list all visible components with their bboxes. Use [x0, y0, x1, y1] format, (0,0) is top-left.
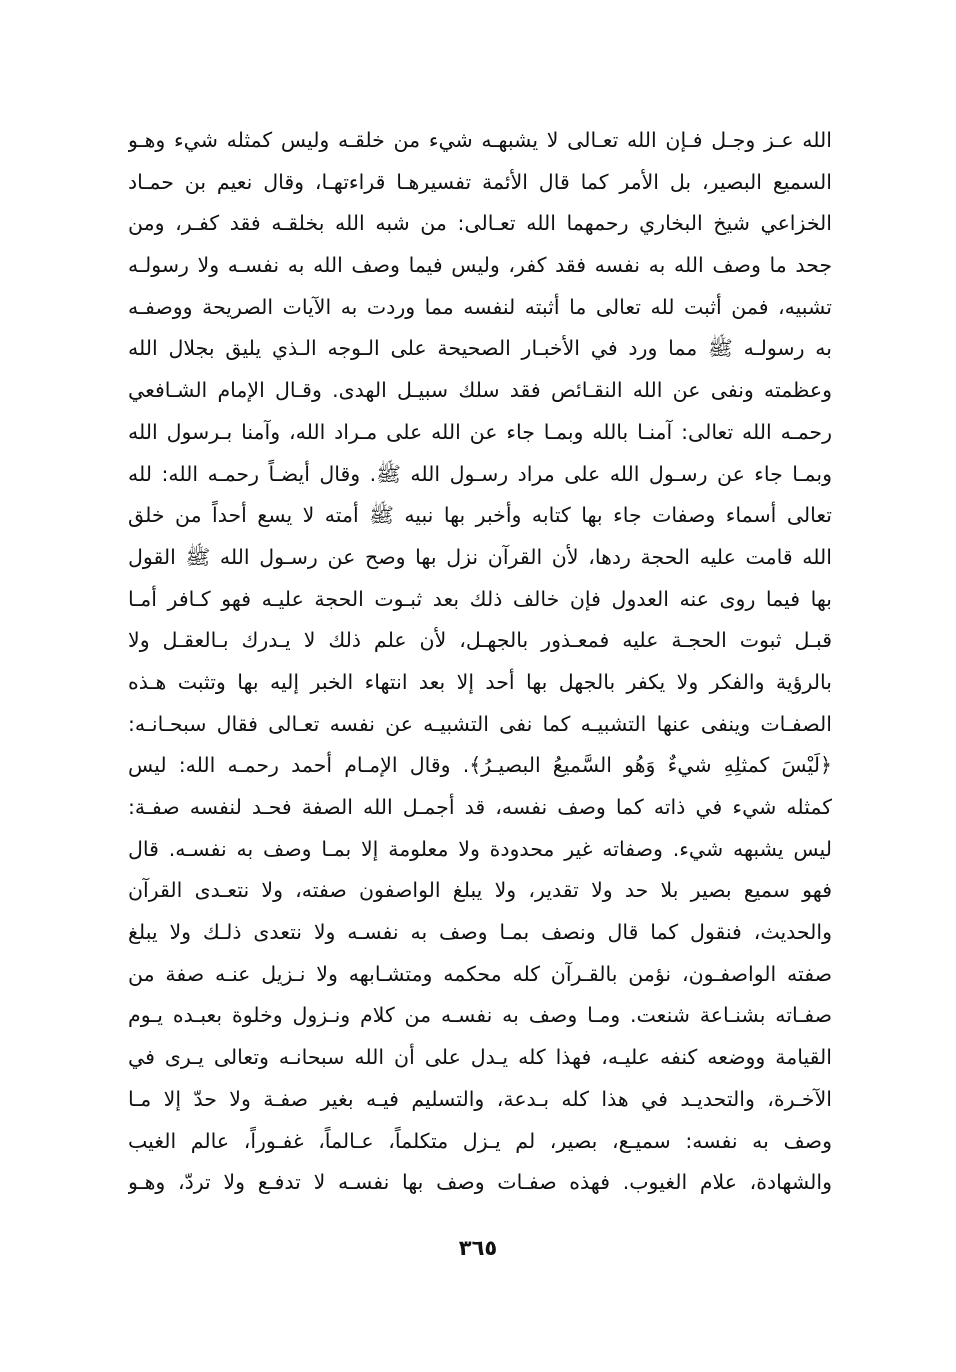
text-line: فهو سميع بصير بلا حد ولا تقدير، ولا يبلغ الواصفون صفته، ولا نتعـدى القرآن	[128, 878, 832, 903]
text-line: السميع البصير، بل الأمر كما قال الأئمة تفسيرهـا قراءتهـا، وقال نعيم بن حمـاد	[128, 169, 832, 194]
quran-verse-line: ﴿لَيْسَ كمثلِهِ شيءٌ وَهُو السَّميعُ البصيـرُ﴾. وقال الإمـام أحمد رحمـه الله: ليس	[128, 753, 832, 778]
text-line: الله عـز وجـل فـإن الله تعـالى لا يشبهـه شيء من خلقـه وليس كمثله شيء وهـو	[128, 128, 832, 152]
text-line: قبـل ثبوت الحجـة عليه فمعـذور بالجهـل، لأن علم ذلك لا يـدرك بـالعقـل ولا	[128, 628, 832, 653]
text-line: بها فيما روى عنه العدول فإن خالف ذلك بعد ثبـوت الحجة عليـه فهو كـافر أمـا	[128, 586, 832, 611]
text-line: وصف به نفسه: سميـع، بصير، لم يـزل متكلماً، عـالماً، غفـوراً، عالم الغيب	[128, 1128, 832, 1153]
body-text	[128, 120, 832, 1204]
page-number: ٣٦٥	[458, 1236, 498, 1260]
text-line: الآخـرة، والتحديـد في هذا كله بـدعة، والتسليم فيـه بغير صفـة ولا حدّ إلا مـا	[128, 1086, 832, 1111]
text-line: وعظمته ونفى عن الله النقـائص فقد سلك سبيـل الهدى. وقـال الإمام الشـافعي	[128, 378, 832, 403]
text-line: بالرؤية والفكر ولا يكفر بالجهل بها أحد إلا بعد انتهاء الخبر إليه بها وتثبت هـذه	[128, 669, 832, 694]
text-line: الصفـات وينفى عنها التشبيـه كما نفى التشبيـه عن نفسه تعـالى فقال سبحـانـه:	[128, 711, 832, 736]
text-line: والحديث، فنقول كما قال ونصف بمـا وصف به نفسـه ولا نتعدى ذلـك ولا يبلغ	[128, 920, 832, 945]
text-line: ليس يشبهه شيء. وصفاته غير محدودة ولا معلومة إلا بمـا وصف به نفسـه. قال	[128, 836, 832, 861]
text-line: رحمـه الله تعالى: آمنـا بالله وبمـا جاء عن الله على مـراد الله، وآمنا بـرسول الله	[128, 419, 832, 444]
text-line: جحد ما وصف الله به نفسه فقد كفر، وليس فيما وصف الله به نفسـه ولا رسولـه	[128, 253, 832, 278]
text-line: الله قامت عليه الحجة ردها، لأن القرآن نزل بها وصح عن رسـول الله ﷺ القول	[128, 544, 832, 569]
text-line: الخزاعي شيخ البخاري رحمهما الله تعـالى: من شبه الله بخلقـه فقد كفـر، ومن	[128, 211, 832, 236]
text-line: صفـاته بشنـاعة شنعت. ومـا وصف به نفسـه من كلام ونـزول وخلوة بعبـده يـوم	[128, 1003, 832, 1028]
text-line: تعالى أسماء وصفات جاء بها كتابه وأخبر بها نبيه ﷺ أمته لا يسع أحداً من خلق	[128, 503, 832, 528]
text-line: كمثله شيء في ذاته كما وصف نفسه، قد أجمـل الله الصفة فحـد لنفسه صفـة:	[128, 795, 832, 819]
text-line: والشهادة، علام الغيوب. فهذه صفـات وصف بها نفسـه لا تدفـع ولا تردّ، وهـو	[128, 1170, 832, 1195]
text-line: به رسولـه ﷺ مما ورد في الأخبـار الصحيحة على الـوجه الـذي يليق بجلال الله	[128, 336, 832, 361]
text-line: تشبيه، فمن أثبت لله تعالى ما أثبته لنفسه مما وردت به الآيات الصريحة ووصفـه	[128, 294, 832, 319]
text-line: وبمـا جاء عن رسـول الله على مراد رسـول الله ﷺ. وقال أيضـاً رحمـه الله: لله	[128, 461, 832, 486]
text-line: صفته الواصفـون، نؤمن بالقـرآن كله محكمه ومتشـابهه ولا نـزيل عنـه صفة من	[128, 961, 832, 986]
text-line: القيامة ووضعه كنفه عليـه، فهذا كله يـدل على أن الله سبحانـه وتعالى يـرى في	[128, 1045, 832, 1070]
